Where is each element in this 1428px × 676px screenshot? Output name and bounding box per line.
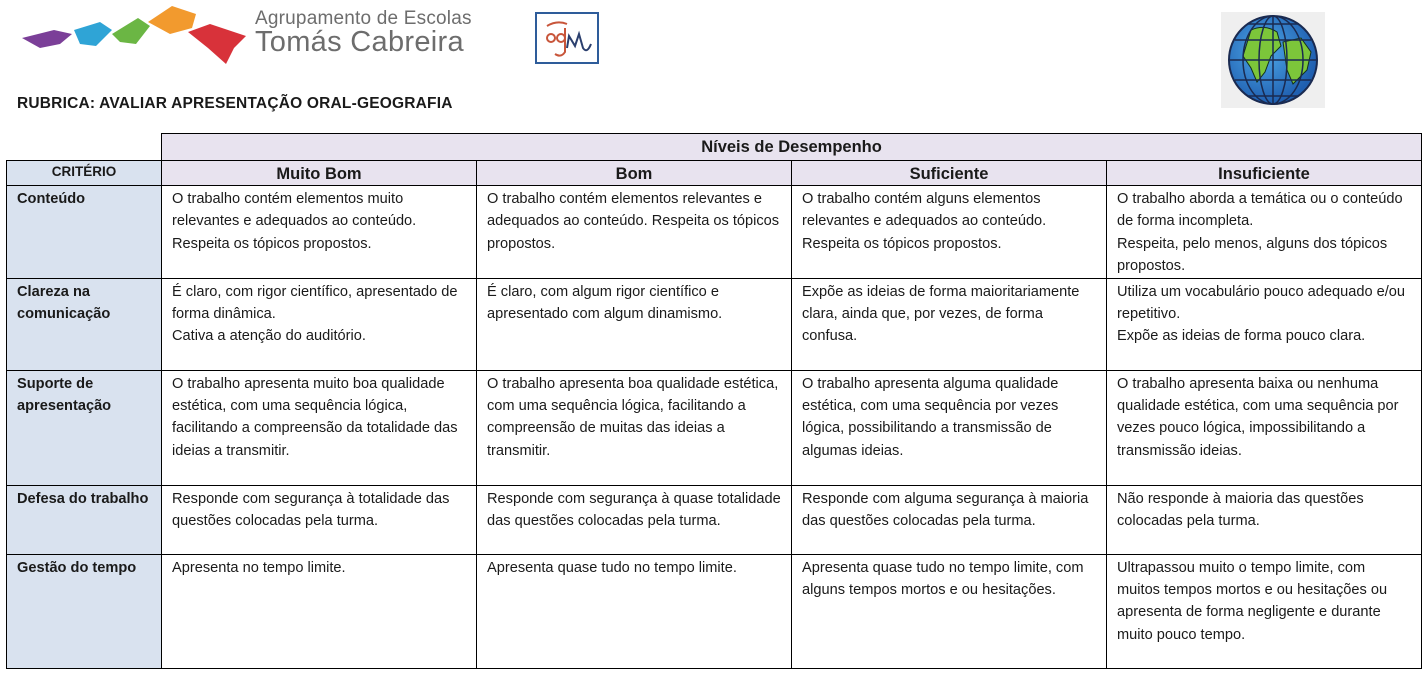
rubric-cell: Apresenta quase tudo no tempo limite, com alguns tempos mortos e ou hesitações. xyxy=(792,554,1107,668)
rubric-cell: Expõe as ideias de forma maioritariamente clara, ainda que, por vezes, de forma confusa. xyxy=(792,278,1107,370)
rubric-cell: Responde com segurança à totalidade das questões colocadas pela turma. xyxy=(162,485,477,554)
school-logo-graphic xyxy=(20,4,260,68)
rubric-cell: É claro, com algum rigor científico e apresentado com algum dinamismo. xyxy=(477,278,792,370)
rubric-cell: Não responde à maioria das questões colocadas pela turma. xyxy=(1107,485,1422,554)
jm-monogram-logo-icon xyxy=(535,12,599,64)
table-row xyxy=(7,370,1422,485)
table-row xyxy=(7,554,1422,668)
rubric-cell: Utiliza um vocabulário pouco adequado e/ou repetitivo. Expõe as ideias de forma pouco clara. xyxy=(1107,278,1422,370)
school-name-line1: Agrupamento de Escolas xyxy=(255,8,472,29)
column-header-row xyxy=(7,161,1422,186)
rubric-cell: O trabalho apresenta alguma qualidade estética, com uma sequência por vezes lógica, possibilitando a transmissão de algumas ideias. xyxy=(792,370,1107,485)
criterion-conteudo: Conteúdo xyxy=(7,186,162,279)
rubric-cell: O trabalho aborda a temática ou o conteúdo de forma incompleta. Respeita, pelo menos, alguns dos tópicos propostos. xyxy=(1107,186,1422,279)
level-header-suficiente: Suficiente xyxy=(792,161,1107,186)
rubric-table xyxy=(6,133,1422,669)
school-name-line2: Tomás Cabreira xyxy=(255,26,464,58)
level-header-muito-bom: Muito Bom xyxy=(162,161,477,186)
rubric-cell: Ultrapassou muito o tempo limite, com muitos tempos mortos e ou hesitações ou apresenta de forma negligente e durante muito pouco tempo. xyxy=(1107,554,1422,668)
rubric-cell: É claro, com rigor científico, apresentado de forma dinâmica. Cativa a atenção do auditório. xyxy=(162,278,477,370)
rubric-cell: O trabalho apresenta baixa ou nenhuma qualidade estética, com uma sequência por vezes pouco lógica, impossibilitando a transmissão ideias. xyxy=(1107,370,1422,485)
criterion-clareza: Clareza na comunicação xyxy=(7,278,162,370)
criterion-suporte: Suporte de apresentação xyxy=(7,370,162,485)
globe-icon xyxy=(1221,12,1325,108)
rubric-cell: Responde com segurança à quase totalidade das questões colocadas pela turma. xyxy=(477,485,792,554)
document-title: RUBRICA: AVALIAR APRESENTAÇÃO ORAL-GEOGRAFIA xyxy=(17,95,453,112)
levels-header-row xyxy=(7,134,1422,161)
rubric-cell: O trabalho apresenta boa qualidade estética, com uma sequência lógica, facilitando a compreensão de muitas das ideias a transmitir. xyxy=(477,370,792,485)
criterion-gestao: Gestão do tempo xyxy=(7,554,162,668)
empty-corner-cell xyxy=(7,134,162,161)
school-name xyxy=(255,8,472,59)
table-row xyxy=(7,278,1422,370)
level-header-bom: Bom xyxy=(477,161,792,186)
rubric-cell: Apresenta quase tudo no tempo limite. xyxy=(477,554,792,668)
rubric-cell: O trabalho apresenta muito boa qualidade estética, com uma sequência lógica, facilitando a compreensão da totalidade das ideias a transmitir. xyxy=(162,370,477,485)
levels-header: Níveis de Desempenho xyxy=(162,134,1422,161)
table-row xyxy=(7,186,1422,279)
level-header-insuficiente: Insuficiente xyxy=(1107,161,1422,186)
rubric-cell: Apresenta no tempo limite. xyxy=(162,554,477,668)
criterion-defesa: Defesa do trabalho xyxy=(7,485,162,554)
table-row xyxy=(7,485,1422,554)
rubric-cell: O trabalho contém elementos muito relevantes e adequados ao conteúdo. Respeita os tópicos propostos. xyxy=(162,186,477,279)
criterion-header: CRITÉRIO xyxy=(7,161,162,186)
rubric-cell: Responde com alguma segurança à maioria das questões colocadas pela turma. xyxy=(792,485,1107,554)
rubric-cell: O trabalho contém elementos relevantes e adequados ao conteúdo. Respeita os tópicos propostos. xyxy=(477,186,792,279)
rubric-cell: O trabalho contém alguns elementos relevantes e adequados ao conteúdo. Respeita os tópicos propostos. xyxy=(792,186,1107,279)
